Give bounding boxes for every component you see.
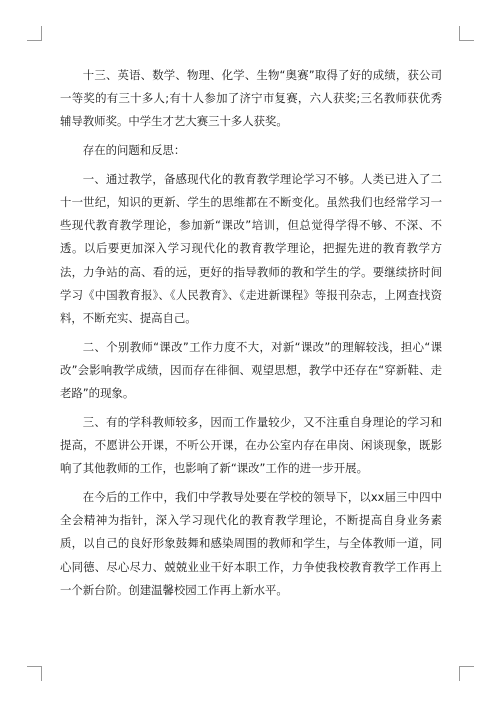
paragraph-problems-heading: 存在的问题和反思： — [82, 143, 186, 158]
crop-mark-bottom-left — [27, 666, 42, 681]
paragraph-point-one: 一、通过教学，备感现代化的教育教学理论学习不够。人类已进入了二十一世纪，知识的更新、学生的思维都在不断变化。虽然我们也经常学习一些现代教育教学理论，参加新“课改”培训，但总觉得学得不够、不深、不透。以后要更加深入学习现代化的教育教学理论，把握先进的教育教学方法，力争站的高、看的远，更好的指导教师的教和学生的学。要继续挤时间学习《中国教育报》、《人民教育》、《走进新课程》等报刊杂志，上网查找资料，不断充实、提高自己。 — [60, 171, 442, 326]
crop-mark-top-left — [27, 26, 42, 41]
paragraph-point-two: 二、个别教师“课改”工作力度不大，对新“课改”的理解较浅，担心“课改”会影响教学成绩，因而存在徘徊、观望思想，教学中还存在“穿新鞋、走老路”的现象。 — [60, 339, 442, 401]
document-body — [60, 64, 442, 602]
paragraph-point-three: 三、有的学科教师较多，因而工作量较少，又不注重自身理论的学习和提高，不愿讲公开课，不听公开课，在办公室内存在串岗、闲谈现象，既影响了其他教师的工作，也影响了新“课改”工作的进一步开展。 — [60, 414, 442, 476]
paragraph-competition-results: 十三、英语、数学、物理、化学、生物“奥赛”取得了好的成绩，获公司一等奖的有三十多人;有十人参加了济宁市复赛，六人获奖;三名教师获优秀辅导教师奖。中学生才艺大赛三十多人获奖。 — [60, 68, 442, 129]
crop-mark-top-right — [459, 26, 474, 41]
crop-mark-bottom-right — [459, 666, 474, 681]
paragraph-future-work: 在今后的工作中，我们中学教导处要在学校的领导下，以xx届三中四中全会精神为指针，深入学习现代化的教育教学理论，不断提高自身业务素质，以自己的良好形象鼓舞和感染周围的教师和学生，与全体教师一道，同心同德、尽心尽力、兢兢业业干好本职工作，力争使我校教育教学工作再上一个新台阶。创建温馨校园工作再上新水平。 — [60, 489, 442, 597]
